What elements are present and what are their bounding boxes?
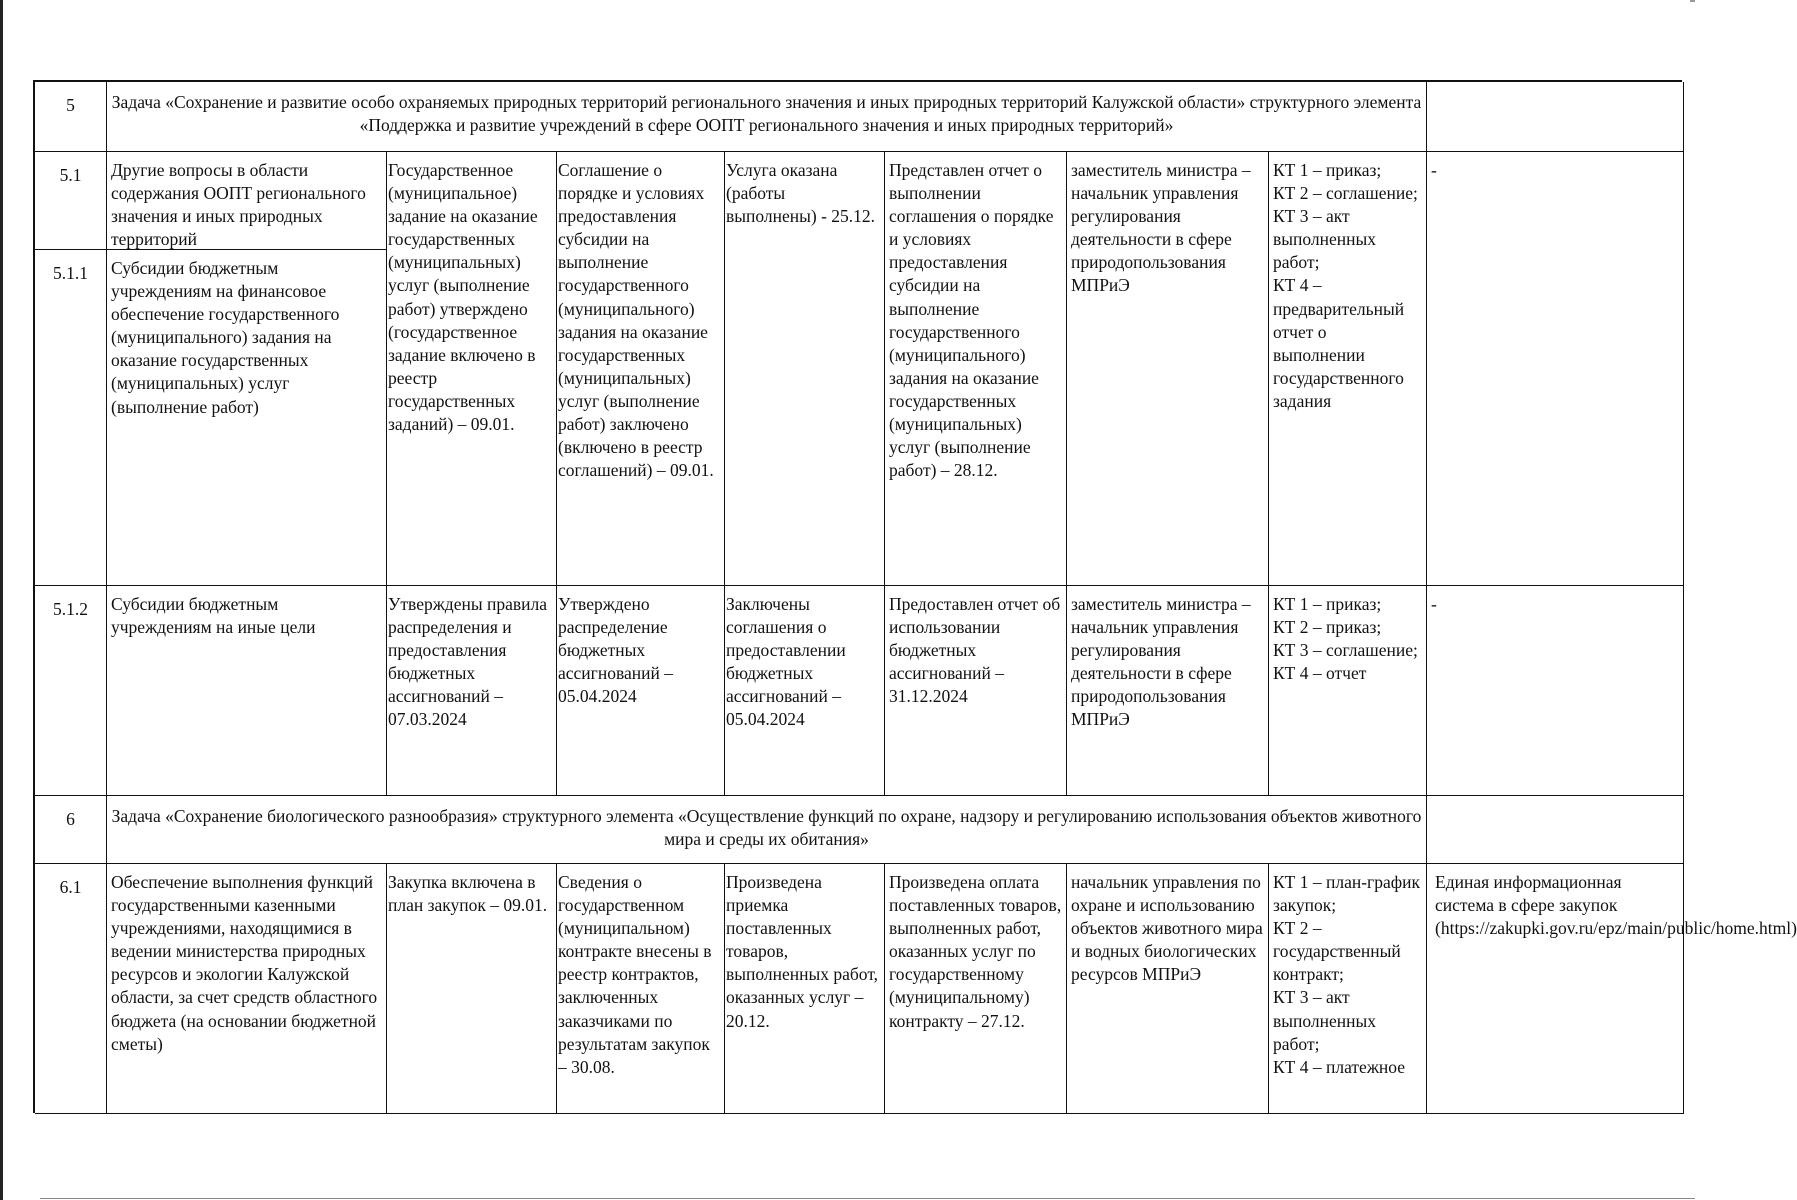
confirming-documents: КТ 1 – приказ; КТ 2 – приказ; КТ 3 – соглашение; КТ 4 – отчет xyxy=(1269,586,1427,796)
control-point-1: Государственное (муниципальное) задание на оказание государственных (муниципальных) услуг (выполнение работ) утверждено (государственное задание включено в реестр государственных заданий) – 09.01. xyxy=(387,152,557,586)
information-system: - xyxy=(1427,586,1684,796)
confirming-documents: КТ 1 – приказ; КТ 2 – соглашение; КТ 3 – акт выполненных работ; КТ 4 – предварительный отчет о выполнении государственного задания xyxy=(1269,152,1427,586)
information-system: Единая информационная система в сфере закупок (https://zakupki.gov.ru/epz/main/public/home.html) xyxy=(1427,864,1684,1114)
responsible-person: начальник управления по охране и использованию объектов животного мира и водных биологических ресурсов МПРиЭ xyxy=(1067,864,1269,1114)
task-heading: Задача «Сохранение и развитие особо охраняемых природных территорий регионального значения и иных природных территорий Калужской области» структурного элемента «Поддержка и развитие учреждений в сфере ООПТ регионального значения и иных природных территорий» xyxy=(107,82,1427,152)
row-number: 5 xyxy=(35,82,107,152)
page-bottom-rule xyxy=(40,1198,1695,1199)
control-point-3: Произведена приемка поставленных товаров, выполненных работ, оказанных услуг – 20.12. xyxy=(725,864,885,1114)
plan-table xyxy=(33,80,1797,1113)
event-name: Другие вопросы в области содержания ООПТ регионального значения и иных природных территорий xyxy=(107,152,387,250)
event-name: Субсидии бюджетным учреждениям на иные цели xyxy=(107,586,387,796)
row-number: 6.1 xyxy=(35,864,107,1114)
control-point-1: Закупка включена в план закупок – 09.01. xyxy=(387,864,557,1114)
event-name: Обеспечение выполнения функций государственными казенными учреждениями, находящимися в ведении министерства природных ресурсов и экологии Калужской области, за счет средств областного бюджета (на основании бюджетной сметы) xyxy=(107,864,387,1114)
information-system: - xyxy=(1427,152,1684,586)
empty-cell xyxy=(1427,82,1684,152)
control-point-3: Заключены соглашения о предоставлении бюджетных ассигнований – 05.04.2024 xyxy=(725,586,885,796)
control-point-2: Сведения о государственном (муниципальном) контракте внесены в реестр контрактов, заключенных заказчиками по результатам закупок – 30.08. xyxy=(557,864,725,1114)
scan-corner-mark xyxy=(1690,0,1695,2)
confirming-documents: КТ 1 – план-график закупок; КТ 2 – государственный контракт; КТ 3 – акт выполненных работ; КТ 4 – платежное xyxy=(1269,864,1427,1114)
control-point-1: Утверждены правила распределения и предоставления бюджетных ассигнований – 07.03.2024 xyxy=(387,586,557,796)
control-point-4: Представлен отчет о выполнении соглашения о порядке и условиях предоставления субсидии на выполнение государственного (муниципального) задания на оказание государственных (муниципальных) услуг (выполнение работ) – 28.12. xyxy=(885,152,1067,586)
responsible-person: заместитель министра – начальник управления регулирования деятельности в сфере природопользования МПРиЭ xyxy=(1067,586,1269,796)
control-point-2: Соглашение о порядке и условиях предоставления субсидии на выполнение государственного (муниципального) задания на оказание государственных (муниципальных) услуг (выполнение работ) заключено (включено в реестр соглашений) – 09.01. xyxy=(557,152,725,586)
responsible-person: заместитель министра – начальник управления регулирования деятельности в сфере природопользования МПРиЭ xyxy=(1067,152,1269,586)
row-number: 5.1.1 xyxy=(35,250,107,586)
control-point-2: Утверждено распределение бюджетных ассигнований – 05.04.2024 xyxy=(557,586,725,796)
control-point-3: Услуга оказана (работы выполнены) - 25.12. xyxy=(725,152,885,586)
row-number: 6 xyxy=(35,796,107,864)
control-point-4: Произведена оплата поставленных товаров, выполненных работ, оказанных услуг по государственному (муниципальному) контракту – 27.12. xyxy=(885,864,1067,1114)
control-point-4: Предоставлен отчет об использовании бюджетных ассигнований – 31.12.2024 xyxy=(885,586,1067,796)
event-name: Субсидии бюджетным учреждениям на финансовое обеспечение государственного (муниципального) задания на оказание государственных (муниципальных) услуг (выполнение работ) xyxy=(107,250,387,586)
row-number: 5.1.2 xyxy=(35,586,107,796)
row-number: 5.1 xyxy=(35,152,107,250)
scan-left-edge xyxy=(0,0,3,1200)
task-heading: Задача «Сохранение биологического разнообразия» структурного элемента «Осуществление функций по охране, надзору и регулированию использования объектов животного мира и среды их обитания» xyxy=(107,796,1427,864)
empty-cell xyxy=(1427,796,1684,864)
